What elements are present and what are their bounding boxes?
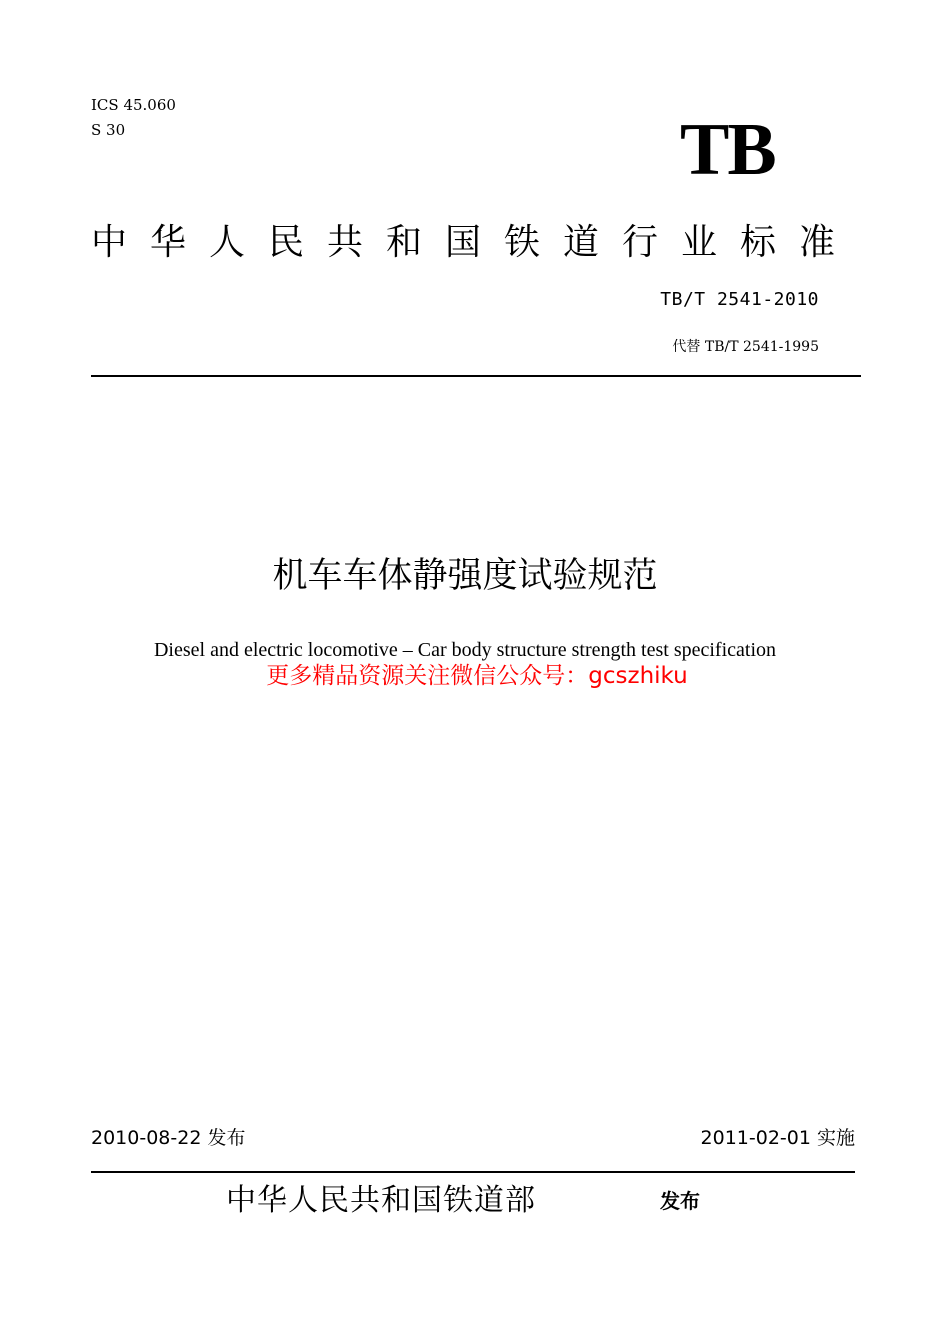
ics-code: ICS 45.060 — [91, 96, 176, 114]
issuer-suffix: 发布 — [660, 1189, 700, 1213]
standard-number: TB/T 2541-2010 — [660, 289, 819, 310]
issue-date: 2010-08-22 发布 — [91, 1127, 246, 1149]
promo-text: 更多精品资源关注微信公众号：gcszhiku — [266, 663, 688, 689]
ccs-code: S 30 — [91, 121, 126, 139]
tb-logo: TB — [680, 109, 775, 191]
document-title-english: Diesel and electric locomotive – Car body structure strength test specification — [153, 639, 777, 661]
issuer-name: 中华人民共和国铁道部 — [226, 1183, 536, 1218]
implementation-date: 2011-02-01 实施 — [700, 1127, 855, 1149]
document-title-chinese: 机车车体静强度试验规范 — [272, 556, 658, 596]
standard-category: 中华人民共和国铁道行业标准 — [91, 222, 859, 263]
replaces-standard: 代替 TB/T 2541-1995 — [672, 339, 819, 355]
bottom-divider — [91, 1171, 855, 1173]
top-divider — [91, 375, 861, 377]
